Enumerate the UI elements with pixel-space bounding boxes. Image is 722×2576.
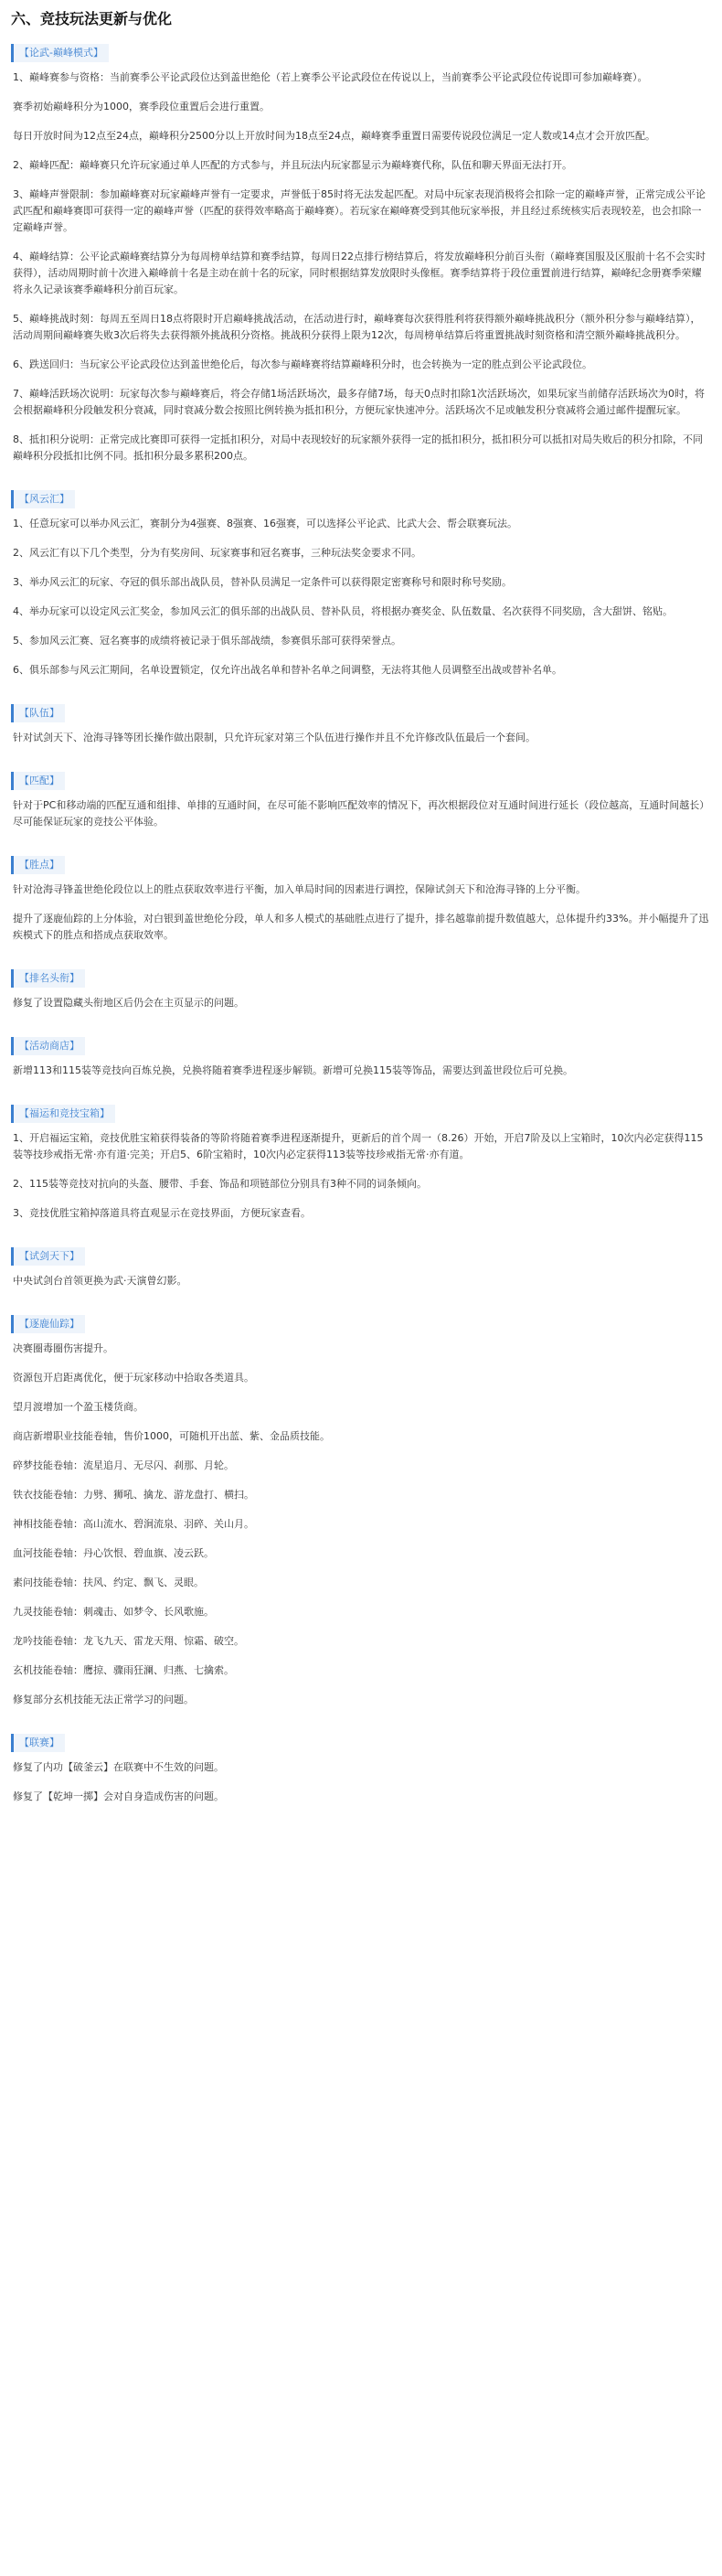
lansai-item: 修复了内功【破釜云】在联赛中不生效的问题。: [13, 1761, 224, 1773]
lansai-list: [0, 1759, 722, 1805]
fengyun-item: 3、举办风云汇的玩家、夺冠的俱乐部出战队员，替补队员满足一定条件可以获得限定密赛称号和限时称号奖励。: [13, 576, 512, 588]
jiashan-item: 素问技能卷轴：扶风、约定、飘飞、灵眼。: [13, 1577, 204, 1588]
lunwu-item: 5、巅峰挑战时刻：每周五至周日18点将限时开启巅峰挑战活动，在活动进行时，巅峰赛每次获得胜利将获得额外巅峰挑战积分（额外积分参与巅峰结算），活动周期间巅峰赛失败3次后将失去获得额外挑战积分资格。挑战积分获得上限为12次，每周榜单结算后将重置挑战时刻资格和清空额外巅峰挑战积分。: [13, 313, 701, 341]
jiashan-item: 望月渡增加一个盈玉楼货商。: [13, 1401, 143, 1413]
section-heading-duiwu: 【队伍】: [11, 704, 65, 722]
lunwu-item: 4、巅峰结算：公平论武巅峰赛结算分为每周榜单结算和赛季结算，每周日22点排行榜结算后，将发放巅峰积分前百头衔（巅峰赛国服及区服前十名不会实时获得），活动周期时前十次进入巅峰前十名是主动在前十名的玩家，同时根据结算发放限时头像框。赛季结算将于段位重置前进行结算，巅峰纪念册赛季荣耀将永久记录该赛季巅峰积分前百玩家。: [13, 251, 706, 295]
lilian-item: 3、竞技优胜宝箱掉落道具将直观显示在竞技界面，方便玩家查看。: [13, 1207, 311, 1219]
section-heading-lilian: 【福运和竞技宝箱】: [11, 1105, 115, 1123]
lilian-item: 2、115装等竞技对抗向的头盔、腰带、手套、饰品和项链部位分别具有3种不同的词条倾向。: [13, 1178, 427, 1190]
shengdian-text-2: 提升了逐鹿仙踪的上分体验，对白银到盖世绝伦分段，单人和多人模式的基础胜点进行了提升，排名越靠前提升数值越大，总体提升约33%。并小幅提升了迅疾模式下的胜点和搭成点获取效率。: [13, 913, 709, 941]
lunwu-list: [0, 69, 722, 465]
section-heading-shengdian: 【胜点】: [11, 856, 65, 874]
shengdian-text-1: 针对沧海寻锋盖世绝伦段位以上的胜点获取效率进行平衡，加入单局时间的因素进行调控，保障试剑天下和沧海寻锋的上分平衡。: [13, 883, 586, 895]
fengyun-item: 2、风云汇有以下几个类型，分为有奖房间、玩家赛事和冠名赛事，三种玩法奖金要求不同。: [13, 547, 421, 559]
lilian-item: 1、开启福运宝箱，竞技优胜宝箱获得装备的等阶将随着赛季进程逐渐提升，更新后的首个周一（8.26）开始，开启7阶及以上宝箱时，10次内必定获得115装等技珍戒指无常·亦有道·完美；开启5、6阶宝箱时，10次内必定获得113装等技珍戒指无常·亦有道。: [13, 1132, 704, 1160]
jiashan-item: 商店新增职业技能卷轴，售价1000，可随机开出蓝、紫、金品质技能。: [13, 1430, 330, 1442]
lunwu-item: 1、巅峰赛参与资格：当前赛季公平论武段位达到盖世绝伦（若上赛季公平论武段位在传说以上，当前赛季公平论武段位传说即可参加巅峰赛）。: [13, 71, 648, 83]
section-heading-lansai: 【联赛】: [11, 1734, 65, 1752]
huobi-text: 新增113和115装等竞技向百炼兑换，兑换将随着赛季进程逐步解锁。新增可兑换115装等饰品，需要达到盖世段位后可兑换。: [13, 1064, 573, 1076]
lunwu-item: 2、巅峰匹配：巅峰赛只允许玩家通过单人匹配的方式参与，并且玩法内玩家都显示为巅峰赛代称，队伍和聊天界面无法打开。: [13, 159, 572, 171]
lunwu-item: 3、巅峰声誉限制：参加巅峰赛对玩家巅峰声誉有一定要求，声誉低于85时将无法发起匹配。对局中玩家表现消极将会扣除一定的巅峰声誉，正常完成公平论武匹配和巅峰赛即可获得一定的巅峰声誉（匹配的获得效率略高于巅峰赛）。若玩家在巅峰赛受到其他玩家举报，并且经过系统核实后表现较差，也会扣除一定巅峰声誉。: [13, 188, 706, 233]
section-heading-shijian: 【试剑天下】: [11, 1247, 85, 1266]
jiashan-item: 碎梦技能卷轴：流星追月、无尽闪、刹那、月轮。: [13, 1459, 234, 1471]
fengyun-item: 4、举办玩家可以设定风云汇奖金，参加风云汇的俱乐部的出战队员、替补队员，将根据办赛奖金、队伍数量、名次获得不同奖励，含大甜饼、铭贴。: [13, 605, 673, 617]
jiashan-item: 资源包开启距离优化，便于玩家移动中拾取各类道具。: [13, 1372, 254, 1384]
lunwu-item: 7、巅峰活跃场次说明：玩家每次参与巅峰赛后，将会存储1场活跃场次，最多存储7场，每天0点时扣除1次活跃场次，如果玩家当前储存活跃场次为0时，将会根据巅峰积分段触发积分衰减，同时衰减分数会按照比例转换为抵扣积分，方便玩家快速冲分。活跃场次不足或触发积分衰减将会通过邮件提醒玩家。: [13, 388, 705, 416]
fengyun-item: 1、任意玩家可以举办风云汇，赛制分为4强赛、8强赛、16强赛，可以选择公平论武、比武大会、帮会联赛玩法。: [13, 518, 517, 529]
lunwu-item: 赛季初始巅峰积分为1000，赛季段位重置后会进行重置。: [13, 101, 270, 112]
page-title: 六、竞技玩法更新与优化: [11, 10, 173, 27]
jiashan-list: [0, 1341, 722, 1708]
jiashan-item: 修复部分玄机技能无法正常学习的问题。: [13, 1694, 194, 1705]
section-heading-paiming: 【排名头衔】: [11, 969, 85, 988]
pipei-text: 针对于PC和移动端的匹配互通和组排、单排的互通时间，在尽可能不影响匹配效率的情况下，再次根据段位对互通时间进行延长（段位越高，互通时间越长）尽可能保证玩家的竞技公平体验。: [13, 799, 705, 828]
jiashan-item: 神相技能卷轴：高山流水、碧涧流泉、羽碎、关山月。: [13, 1518, 254, 1530]
fengyun-item: 5、参加风云汇赛、冠名赛事的成绩将被记录于俱乐部战绩，参赛俱乐部可获得荣誉点。: [13, 635, 401, 647]
jiashan-item: 铁衣技能卷轴：力劈、狮吼、擒龙、游龙盘打、横扫。: [13, 1489, 254, 1501]
duiwu-text: 针对试剑天下、沧海寻锋等团长操作做出限制，只允许玩家对第三个队伍进行操作并且不允许修改队伍最后一个套间。: [13, 732, 536, 743]
paiming-text: 修复了设置隐藏头衔地区后仍会在主页显示的问题。: [13, 997, 244, 1009]
section-heading-fengyun: 【风云汇】: [11, 490, 75, 508]
section-heading-pipei: 【匹配】: [11, 772, 65, 790]
jiashan-item: 玄机技能卷轴：鹰掠、骤雨狂澜、归燕、七擒索。: [13, 1664, 234, 1676]
jiashan-item: 九灵技能卷轴：刺魂击、如梦令、长风歌施。: [13, 1606, 214, 1618]
section-heading-huobi: 【活动商店】: [11, 1037, 85, 1055]
lunwu-item: 8、抵扣积分说明：正常完成比赛即可获得一定抵扣积分，对局中表现较好的玩家额外获得一定的抵扣积分，抵扣积分可以抵扣对局失败后的积分扣除，不同巅峰积分段抵扣比例不同。抵扣积分最多累积200点。: [13, 433, 703, 462]
section-heading-lunwu: 【论武-巅峰模式】: [11, 44, 109, 62]
lunwu-item: 每日开放时间为12点至24点，巅峰积分2500分以上开放时间为18点至24点，巅峰赛季重置日需要传说段位满足一定人数或14点才会开放匹配。: [13, 130, 655, 142]
lilian-list: [0, 1130, 722, 1222]
lunwu-item: 6、跌送回归：当玩家公平论武段位达到盖世绝伦后，每次参与巅峰赛将结算巅峰积分时，也会转换为一定的胜点到公平论武段位。: [13, 358, 592, 370]
lansai-item: 修复了【乾坤一掷】会对自身造成伤害的问题。: [13, 1790, 224, 1802]
jiashan-item: 血河技能卷轴：丹心饮恨、碧血旗、凌云跃。: [13, 1547, 214, 1559]
jiashan-item: 决赛圈毒圈伤害提升。: [13, 1342, 113, 1354]
fengyun-list: [0, 516, 722, 679]
fengyun-item: 6、俱乐部参与风云汇期间，名单设置锁定，仅允许出战名单和替补名单之间调整，无法将其他人员调整至出战或替补名单。: [13, 664, 562, 676]
section-heading-jiashan: 【逐鹿仙踪】: [11, 1315, 85, 1333]
shijian-text: 中央试剑台首领更换为武·天演曾幻影。: [13, 1275, 187, 1287]
jiashan-item: 龙吟技能卷轴：龙飞九天、雷龙天翔、惊霜、破空。: [13, 1635, 244, 1647]
